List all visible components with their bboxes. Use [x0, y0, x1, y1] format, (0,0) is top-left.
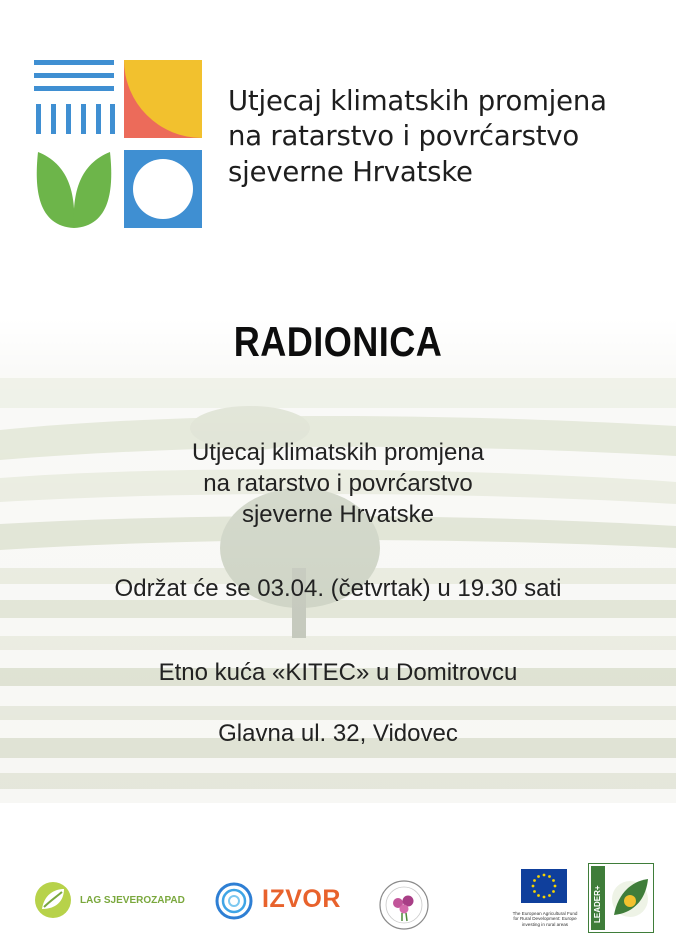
eu-caption-line: investing in rural areas	[521, 921, 569, 927]
izvor-ripple-icon	[214, 881, 254, 921]
header-title-line: Utjecaj klimatskih promjena	[228, 85, 607, 117]
event-venue: Etno kuća «KITEC» u Domitrovcu	[158, 659, 518, 686]
workshop-heading: RADIONICA	[233, 318, 443, 365]
eu-eafrd-logo	[505, 869, 583, 931]
lag-sjeverozapad-logo	[34, 881, 204, 921]
header-title-line: sjeverne Hrvatske	[228, 155, 473, 188]
project-logo	[34, 60, 204, 230]
eu-caption-line: for Rural Development: Europe	[513, 916, 577, 922]
lag-label: LAG SJEVEROZAPAD	[80, 895, 185, 906]
eu-flag-icon	[521, 869, 567, 903]
event-address: Glavna ul. 32, Vidovec	[218, 720, 458, 747]
eu-fund-caption	[505, 911, 585, 927]
leader-label: LEADER+	[593, 885, 602, 923]
subtitle-line: sjeverne Hrvatske	[241, 501, 435, 529]
izvor-label: IZVOR	[262, 885, 341, 913]
pridruzene-zagorje-seal	[378, 879, 430, 931]
header-title-line: na ratarstvo i povrćarstvo	[228, 120, 579, 153]
sponsor-logos	[0, 855, 676, 945]
subtitle-line: na ratarstvo i povrćarstvo	[203, 470, 473, 498]
eu-caption-line: The European Agricultural Fund	[512, 911, 578, 916]
leader-plus-logo	[588, 863, 654, 933]
header-title	[228, 84, 668, 190]
workshop-subtitle	[0, 437, 676, 531]
izvor-logo	[214, 881, 349, 921]
event-date: Održat će se 03.04. (četvrtak) u 19.30 sati	[114, 575, 562, 602]
lag-leaf-icon	[34, 881, 72, 919]
subtitle-line: Utjecaj klimatskih promjena	[191, 439, 485, 466]
